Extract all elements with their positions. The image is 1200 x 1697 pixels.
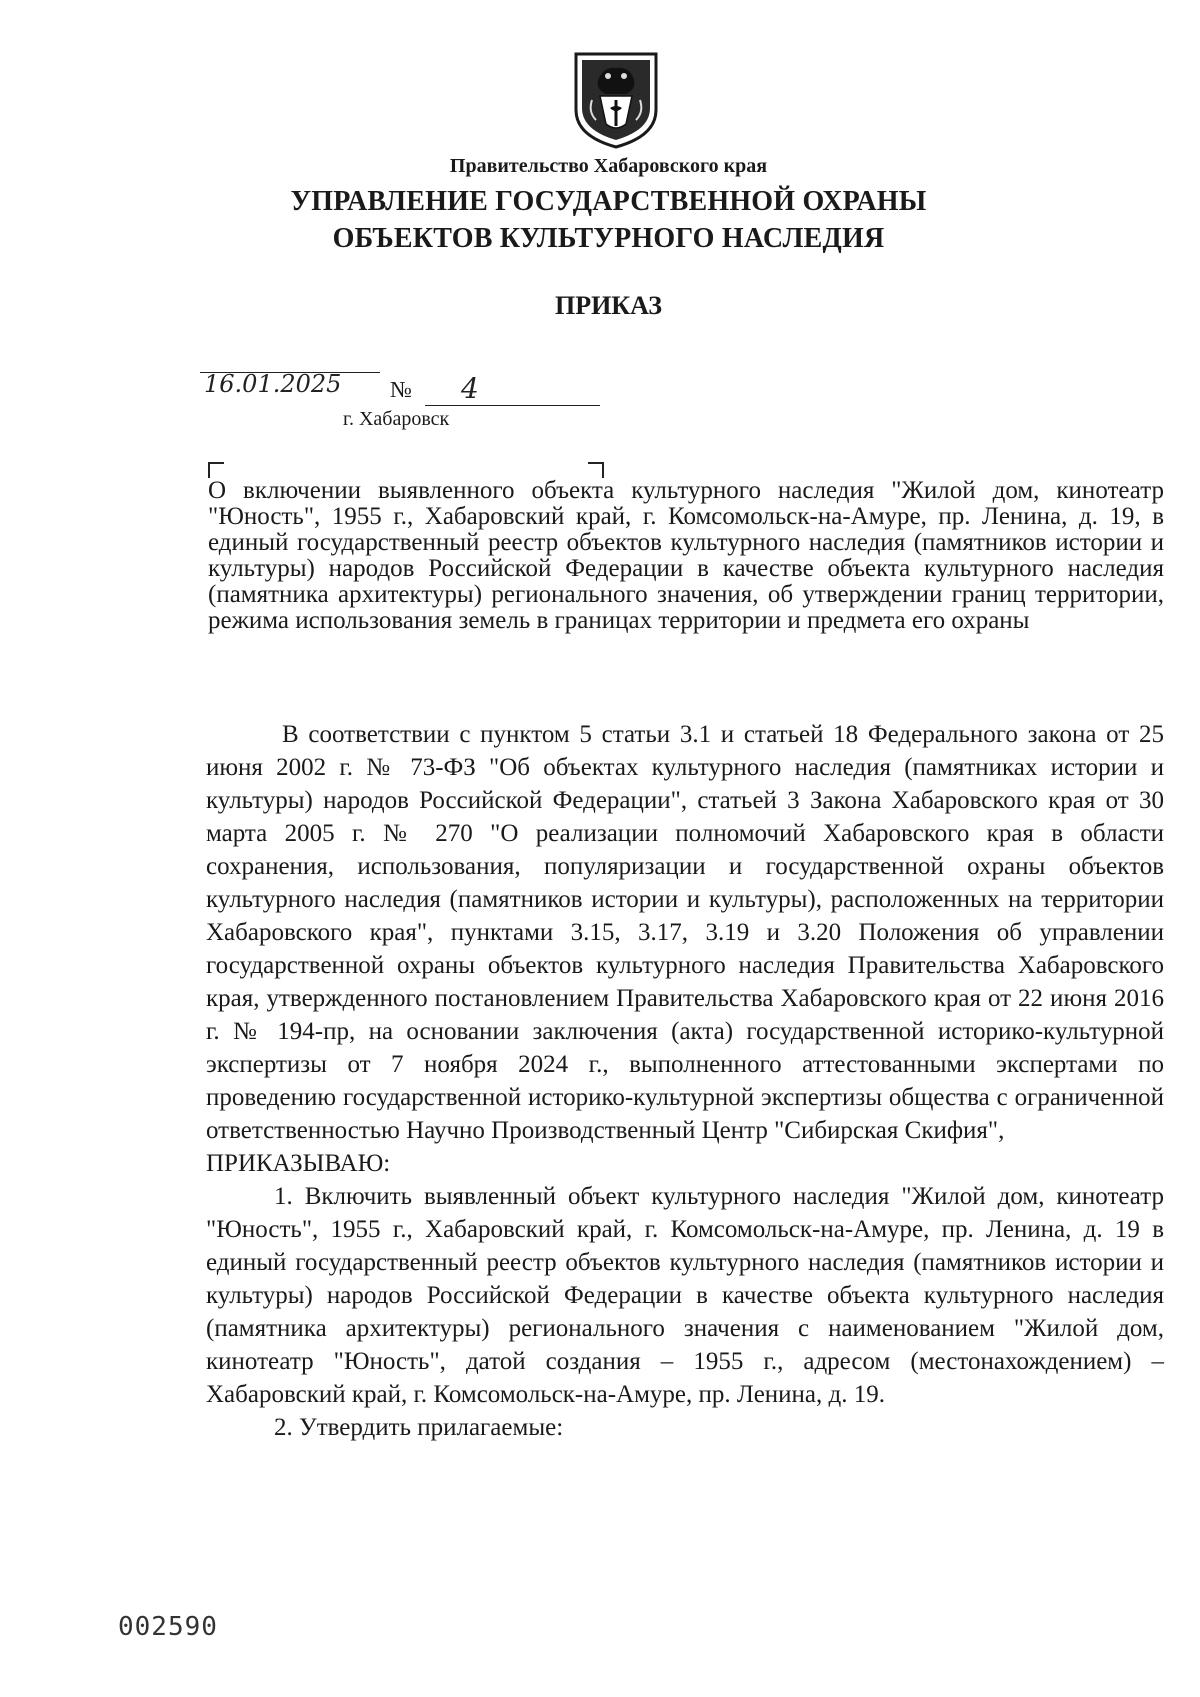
order-body: [206, 718, 1164, 1444]
order-subject: О включении выявленного объекта культурного наследия "Жилой дом, кинотеатр "Юность", 1955 г., Хабаровский край, г. Комсомольск-на-Амуре, пр. Ленина, д. 19, в единый государственный реестр объектов культурного наследия (памятников истории и культуры) народов Российской Федерации в качестве объекта культурного наследия (памятника архитектуры) регионального значения, об утверждении границ территории, режима использования земель в границах территории и предмета его охраны: [208, 477, 1164, 634]
number-text: 4: [461, 372, 479, 405]
document-type: ПРИКАЗ: [554, 291, 663, 320]
document-serial-number: 002590: [118, 1612, 218, 1642]
department-name-line2: ОБЪЕКТОВ КУЛЬТУРНОГО НАСЛЕДИЯ: [332, 223, 885, 254]
department-name-line1: УПРАВЛЕНИЕ ГОСУДАРСТВЕННОЙ ОХРАНЫ: [290, 186, 927, 217]
handwritten-number: [455, 370, 495, 406]
date-text: 16.01.2025: [204, 370, 342, 398]
order-word: ПРИКАЗЫВАЮ:: [206, 1150, 391, 1177]
order-item-1: 1. Включить выявленный объект культурного наследия "Жилой дом, кинотеатр "Юность", 1955 г., Хабаровский край, г. Комсомольск-на-Амуре, пр. Ленина, д. 19 в единый государственный реестр объектов культурного наследия (памятников истории и культуры) народов Российской Федерации в качестве объекта культурного наследия (памятника архитектуры) регионального значения с наименованием "Жилой дом, кинотеатр "Юность", датой создания – 1955 г., адресом (местонахождением) – Хабаровский край, г. Комсомольск-на-Амуре, пр. Ленина, д. 19.: [206, 1183, 1164, 1408]
order-item-2: 2. Утвердить прилагаемые:: [274, 1414, 564, 1441]
city-name: г. Хабаровск: [343, 408, 450, 430]
preamble-paragraph: В соответствии с пунктом 5 статьи 3.1 и статьей 18 Федерального закона от 25 июня 2002 г. № 73-ФЗ "Об объектах культурного наследия (памятниках истории и культуры) народов Российской Федерации", статьей 3 Закона Хабаровского края от 30 марта 2005 г. № 270 "О реализации полномочий Хабаровского края в области сохранения, использования, популяризации и государственной охраны объектов культурного наследия (памятников истории и культуры), расположенных на территории Хабаровского края", пунктами 3.15, 3.17, 3.19 и 3.20 Положения об управлении государственной охраны объектов культурного наследия Правительства Хабаровского края, утвержденного постановлением Правительства Хабаровского края от 22 июня 2016 г. № 194-пр, на основании заключения (акта) государственной историко-культурной экспертизы от 7 ноября 2024 г., выполненного аттестованными экспертами по проведению государственной историко-культурной экспертизы общества с ограниченной ответственностью Научно Производственный Центр "Сибирская Скифия",: [206, 721, 1164, 1144]
number-sign: №: [390, 377, 412, 402]
khabarovsk-coat-of-arms-icon: [570, 50, 662, 150]
organization-name: Правительство Хабаровского края: [449, 155, 768, 177]
number-underline: [425, 405, 600, 406]
handwritten-date: [200, 368, 380, 404]
subject-bracket-right: [588, 462, 604, 478]
subject-bracket-left: [208, 462, 224, 478]
